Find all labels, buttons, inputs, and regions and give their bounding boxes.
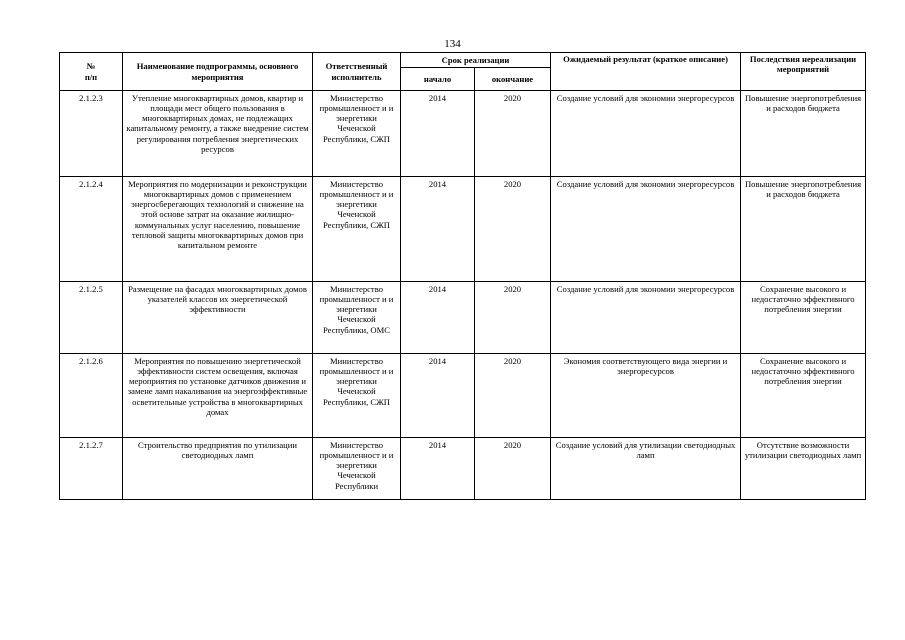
header-consequences: Последствия нереализации мероприятий — [741, 53, 866, 91]
row-responsible: Министерство промышленност и и энергетики Чеченской Республики, СЖП — [313, 91, 401, 177]
row-num: 2.1.2.4 — [60, 177, 123, 282]
row-name: Утепление многоквартирных домов, квартир и площади мест общего пользования в многоквартирных домах, не подлежащих капитальному ремонту, а также внедрение систем регулирования потребления энергетических ресурсов — [123, 91, 313, 177]
row-consequences: Отсутствие возможности утилизации светодиодных ламп — [741, 438, 866, 500]
row-result: Создание условий для экономии энергоресурсов — [551, 91, 741, 177]
row-result: Создание условий для экономии энергоресурсов — [551, 282, 741, 354]
row-num: 2.1.2.7 — [60, 438, 123, 500]
row-result: Создание условий для утилизации светодиодных ламп — [551, 438, 741, 500]
row-start: 2014 — [401, 282, 475, 354]
row-responsible: Министерство промышленност и и энергетики Чеченской Республики, СЖП — [313, 354, 401, 438]
row-name: Размещение на фасадах многоквартирных домов указателей классов их энергетической эффективности — [123, 282, 313, 354]
row-num: 2.1.2.5 — [60, 282, 123, 354]
row-num: 2.1.2.6 — [60, 354, 123, 438]
row-consequences: Сохранение высокого и недостаточно эффективного потребления энергии — [741, 354, 866, 438]
row-name: Строительство предприятия по утилизации светодиодных ламп — [123, 438, 313, 500]
row-num: 2.1.2.3 — [60, 91, 123, 177]
row-consequences: Повышение энергопотребления и расходов бюджета — [741, 91, 866, 177]
table-row — [60, 354, 866, 438]
header-num: № п/п — [60, 53, 123, 91]
row-start: 2014 — [401, 177, 475, 282]
row-responsible: Министерство промышленност и и энергетики Чеченской Республики, ОМС — [313, 282, 401, 354]
header-result: Ожидаемый результат (краткое описание) — [551, 53, 741, 91]
header-responsible: Ответственный исполнитель — [313, 53, 401, 91]
table-row — [60, 282, 866, 354]
table-row — [60, 91, 866, 177]
row-start: 2014 — [401, 438, 475, 500]
row-responsible: Министерство промышленност и и энергетики Чеченской Республики, СЖП — [313, 177, 401, 282]
table-row — [60, 438, 866, 500]
row-end: 2020 — [475, 354, 551, 438]
row-start: 2014 — [401, 91, 475, 177]
table-row — [60, 177, 866, 282]
row-responsible: Министерство промышленност и и энергетики Чеченской Республики — [313, 438, 401, 500]
page-number: 134 — [444, 38, 461, 50]
row-consequences: Сохранение высокого и недостаточно эффективного потребления энергии — [741, 282, 866, 354]
measures-table — [59, 52, 866, 500]
row-consequences: Повышение энергопотребления и расходов бюджета — [741, 177, 866, 282]
row-end: 2020 — [475, 282, 551, 354]
row-result: Экономия соответствующего вида энергии и энергоресурсов — [551, 354, 741, 438]
row-name: Мероприятия по модернизации и реконструкции многоквартирных домов с применением энергосберегающих технологий и снижение на этой основе затрат на оказание жилищно-коммунальных услуг населению, повышение тепловой защиты многоквартирных домов при капитальном ремонте — [123, 177, 313, 282]
row-end: 2020 — [475, 177, 551, 282]
row-end: 2020 — [475, 438, 551, 500]
row-end: 2020 — [475, 91, 551, 177]
row-result: Создание условий для экономии энергоресурсов — [551, 177, 741, 282]
header-period: Срок реализации — [401, 53, 551, 68]
header-name: Наименование подпрограммы, основного мероприятия — [123, 53, 313, 91]
row-start: 2014 — [401, 354, 475, 438]
header-end: окончание — [475, 68, 551, 91]
row-name: Мероприятия по повышению энергетической эффективности систем освещения, включая мероприятия по установке датчиков движения и замене ламп накаливания на энергоэффективные осветительные устройства в многоквартирных домах — [123, 354, 313, 438]
header-start: начало — [401, 68, 475, 91]
